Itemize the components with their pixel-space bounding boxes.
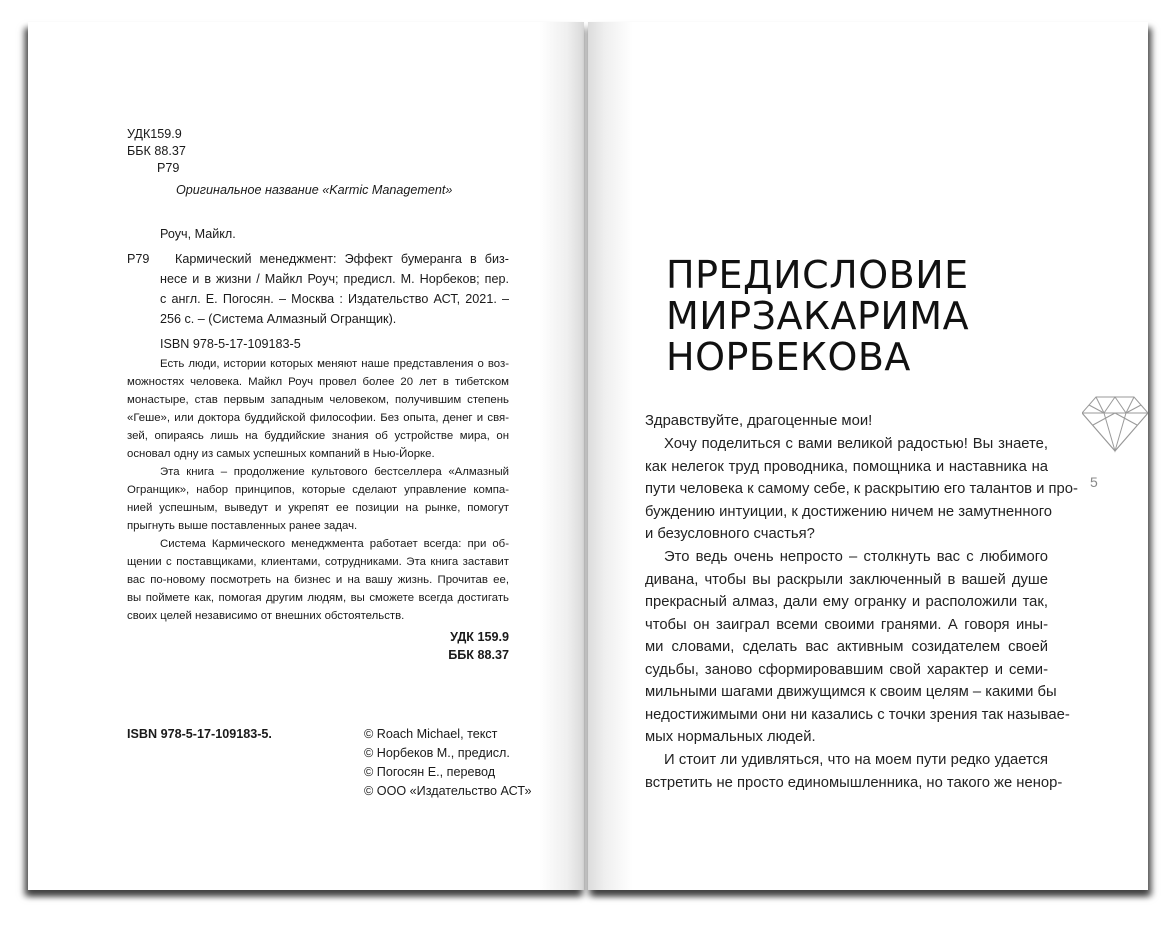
annotation-line: Эта книга – продолжение культового бестселлера «Алмазный <box>160 466 509 478</box>
entry-code: Р79 <box>127 252 150 266</box>
bbk-code: ББК 88.37 <box>127 144 186 158</box>
body-line: прекрасный алмаз, дали ему огранку и расположили так, <box>645 594 1048 610</box>
annotation-line: Огранщик», набор принципов, которые сделают управление компа- <box>127 484 509 496</box>
original-title: Оригинальное название «Karmic Management» <box>176 183 453 197</box>
body-line: недостижимыми они ни казались с точки зрения так называе- <box>645 707 1070 723</box>
body-line: И стоит ли удивляться, что на моем пути редко удается <box>664 752 1048 768</box>
body-line: Хочу поделиться с вами великой радостью! Вы знаете, <box>664 436 1048 452</box>
annotation-line: «Геше», или доктора буддийской философии. Без опыта, денег и свя- <box>127 412 509 424</box>
annotation-line: вы поймете как, помогая другим людям, вы сможете всегда достигать <box>127 592 509 604</box>
body-line: мильными шагами движущимся к своим целям – какими бы <box>645 684 1057 700</box>
page-number: 5 <box>1090 474 1098 490</box>
entry-line: несе и в жизни / Майкл Роуч; предисл. М. Норбеков; пер. <box>160 272 509 286</box>
body-line: мых нормальных людей. <box>645 729 816 745</box>
entry-line: с англ. Е. Погосян. – Москва : Издательство АСТ, 2021. – <box>160 292 509 306</box>
udk-code: УДК159.9 <box>127 127 182 141</box>
chapter-title-line: МИРЗАКАРИМА <box>666 294 970 338</box>
annotation-line: своих целей независимо от внешних обстоятельств. <box>127 610 405 622</box>
left-page <box>28 22 584 890</box>
body-line: судьбы, заново сформировавшим свой характер и семи- <box>645 662 1048 678</box>
chapter-title-line: ПРЕДИСЛОВИЕ <box>666 253 969 297</box>
copyright-line: © Норбеков М., предисл. <box>364 746 510 760</box>
entry-line: Кармический менеджмент: Эффект бумеранга в биз- <box>175 252 509 266</box>
annotation-line: можностях человека. Майкл Роуч провел более 20 лет в тибетском <box>127 376 509 388</box>
diamond-icon <box>1082 395 1148 453</box>
body-line: буждению интуиции, к достижению ничем не замутненного <box>645 504 1053 520</box>
copyright-line: © Погосян Е., перевод <box>364 765 496 779</box>
body-line: пути человека к самому себе, к раскрытию его талантов и про- <box>645 481 1078 497</box>
annotation-line: основал одну из самых успешных компаний в Нью-Йорке. <box>127 448 435 460</box>
body-line: дивана, чтобы вы раскрыли заключенный в вашей душе <box>645 572 1048 588</box>
body-line: Здравствуйте, драгоценные мои! <box>645 413 873 429</box>
chapter-title-line: НОРБЕКОВА <box>666 335 911 379</box>
body-line: Это ведь очень непросто – столкнуть вас с любимого <box>664 549 1048 565</box>
body-line: и безусловного счастья? <box>645 526 815 542</box>
copyright-line: © Roach Michael, текст <box>364 727 498 741</box>
copyright-line: © ООО «Издательство АСТ» <box>364 784 532 798</box>
author-sign: Р79 <box>157 161 180 175</box>
body-line: как нелегок труд проводника, помощника и наставника на <box>645 459 1048 475</box>
annotation-line: прыгнуть выше поставленных ранее задач. <box>127 520 358 532</box>
body-line: встретить не просто единомышленника, но такого же ненор- <box>645 775 1063 791</box>
annotation-line: Система Кармического менеджмента работает всегда: при об- <box>160 538 509 550</box>
body-line: ми словами, сделать вас активным созидателем своей <box>645 639 1048 655</box>
annotation-line: зей, опираясь лишь на буддийские знания об устройстве мира, он <box>127 430 509 442</box>
body-line: чтобы он заиграл всеми своими гранями. А говоря ины- <box>645 617 1048 633</box>
udk-right: УДК 159.9 <box>450 630 509 644</box>
right-page <box>588 22 1148 890</box>
isbn-line: ISBN 978-5-17-109183-5 <box>160 337 301 351</box>
annotation-line: щении с поставщиками, клиентами, сотрудниками. Эта книга заставит <box>127 556 509 568</box>
bbk-right: ББК 88.37 <box>448 648 509 662</box>
annotation-line: Есть люди, истории которых меняют наше представления о воз- <box>160 358 509 370</box>
annotation-line: вас по-новому посмотреть на бизнес и на вашу жизнь. Прочитав ее, <box>127 574 509 586</box>
annotation-line: нией успешным, выведут и укрепят ее позиции на рынке, помогут <box>127 502 509 514</box>
annotation-line: монастыре, став первым западным человеком, получившим степень <box>127 394 509 406</box>
isbn-bottom: ISBN 978-5-17-109183-5. <box>127 727 272 741</box>
chapter-title <box>666 255 969 378</box>
entry-line: 256 с. – (Система Алмазный Огранщик). <box>160 312 397 326</box>
author-name: Роуч, Майкл. <box>160 227 236 241</box>
